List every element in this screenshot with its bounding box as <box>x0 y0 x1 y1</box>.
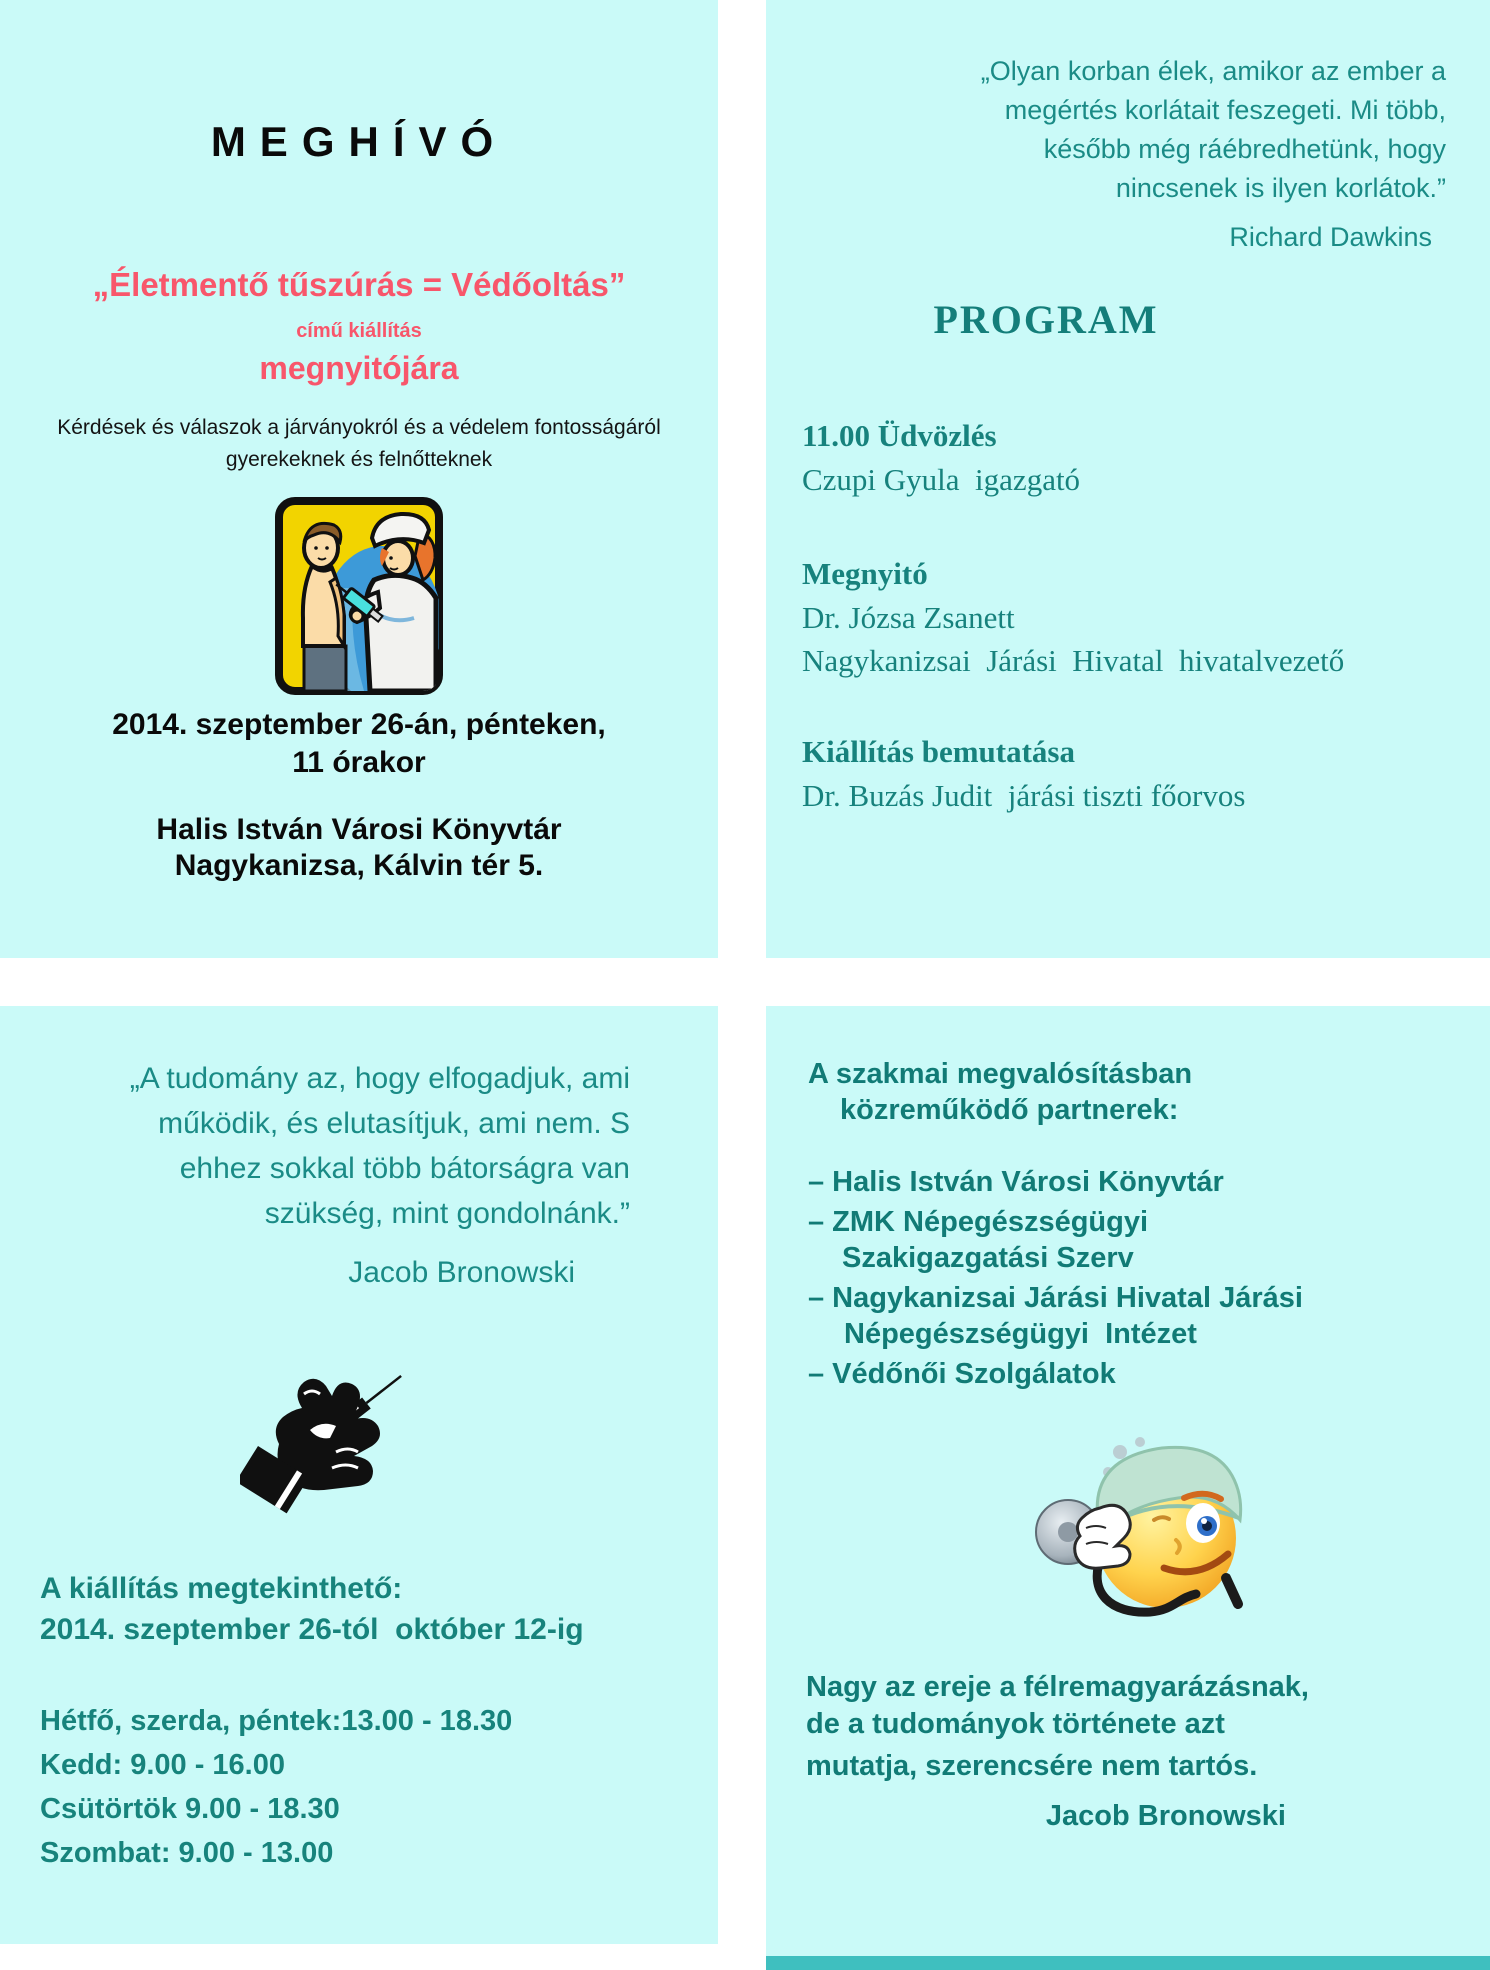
quote-line: működik, és elutasítjuk, ami nem. S <box>158 1107 630 1140</box>
event-venue <box>0 812 718 884</box>
quote-line: „A tudomány az, hogy elfogadjuk, ami <box>129 1062 630 1095</box>
exhibition-title-sub: című kiállítás <box>296 320 422 342</box>
page-bottom-edge-bar <box>766 1956 1490 1970</box>
description-line: Kérdések és válaszok a járványokról és a védelem fontosságáról <box>57 416 661 439</box>
hours-title: A kiállítás megtekinthető: <box>40 1572 403 1605</box>
program-item-2-speaker: Dr. Józsa Zsanett <box>802 600 1015 635</box>
program-item-2-speaker-role: Nagykanizsai Járási Hivatal hivatalvezető <box>802 643 1345 678</box>
doctor-smiley-illustration <box>1016 1426 1256 1626</box>
quote-line: megértés korlátait feszegeti. Mi több, <box>1004 95 1446 125</box>
hours-row: Kedd: 9.00 - 16.00 <box>40 1749 285 1781</box>
partner-item: – Halis István Városi Könyvtár <box>808 1166 1224 1198</box>
quote-author: Richard Dawkins <box>1229 222 1432 252</box>
quote-line: szükség, mint gondolnánk.” <box>264 1197 630 1230</box>
quote-line: nincsenek is ilyen korlátok.” <box>1115 173 1446 203</box>
closing-quote-line: mutatja, szerencsére nem tartós. <box>806 1750 1258 1782</box>
quote-line: később még ráébredhetünk, hogy <box>1043 134 1446 164</box>
program-item-3-title: Kiállítás bemutatása <box>802 734 1075 769</box>
program-item-2-title: Megnyitó <box>802 556 928 591</box>
partner-item: – Védőnői Szolgálatok <box>808 1358 1116 1390</box>
program-item-3-speaker: Dr. Buzás Judit járási tiszti főorvos <box>802 778 1246 813</box>
partners-title-line1: A szakmai megvalósításban <box>808 1058 1193 1090</box>
program-title: PROGRAM <box>933 297 1159 342</box>
exhibition-title: „Életmentő tűszúrás = Védőoltás” <box>92 266 626 303</box>
program-item-1-title: 11.00 Üdvözlés <box>802 418 997 453</box>
invitation-panel <box>0 0 718 958</box>
dawkins-quote <box>766 52 1446 257</box>
partner-item: – ZMK Népegészségügyi <box>808 1206 1149 1238</box>
hours-date-range: 2014. szeptember 26-tól október 12-ig <box>40 1613 584 1646</box>
description-line: gyerekeknek és felnőtteknek <box>225 448 493 471</box>
partner-item-continuation: Szakigazgatási Szerv <box>842 1242 1134 1274</box>
program-panel <box>766 0 1490 958</box>
hours-row: Szombat: 9.00 - 13.00 <box>40 1837 334 1869</box>
event-date-line: 2014. szeptember 26-án, pénteken, <box>112 708 606 741</box>
program-item-1-speaker: Czupi Gyula igazgató <box>802 462 1081 497</box>
hours-row: Csütörtök 9.00 - 18.30 <box>40 1793 340 1825</box>
hours-row: Hétfő, szerda, péntek:13.00 - 18.30 <box>40 1705 513 1737</box>
partner-item: – Nagykanizsai Járási Hivatal Járási <box>808 1282 1303 1314</box>
closing-quote-author: Jacob Bronowski <box>1045 1800 1286 1832</box>
exhibition-info-panel <box>0 1006 718 1944</box>
partners-title-line2: közreműködő partnerek: <box>840 1094 1179 1126</box>
quote-line: ehhez sokkal több bátorságra van <box>179 1152 630 1185</box>
venue-name: Halis István Városi Könyvtár <box>156 813 562 846</box>
nurse-vaccinating-patient-illustration <box>274 496 444 696</box>
invitation-title: MEGHÍVÓ <box>210 118 508 165</box>
science-quote <box>0 1056 630 1295</box>
quote-author: Jacob Bronowski <box>348 1256 575 1289</box>
closing-quote-line: de a tudományok története azt <box>806 1708 1225 1740</box>
invitation-description <box>0 412 718 476</box>
event-time-line: 11 órakor <box>292 746 426 779</box>
closing-quote-line: Nagy az ereje a félremagyarázásnak, <box>806 1671 1309 1703</box>
venue-address: Nagykanizsa, Kálvin tér 5. <box>174 849 544 882</box>
partners-panel <box>766 1006 1490 1956</box>
quote-line: „Olyan korban élek, amikor az ember a <box>980 56 1446 86</box>
partner-item-continuation: Népegészségügyi Intézet <box>844 1318 1197 1350</box>
event-date <box>0 706 718 782</box>
opening-word: megnyitójára <box>259 350 459 386</box>
hand-syringe-illustration <box>240 1334 435 1519</box>
